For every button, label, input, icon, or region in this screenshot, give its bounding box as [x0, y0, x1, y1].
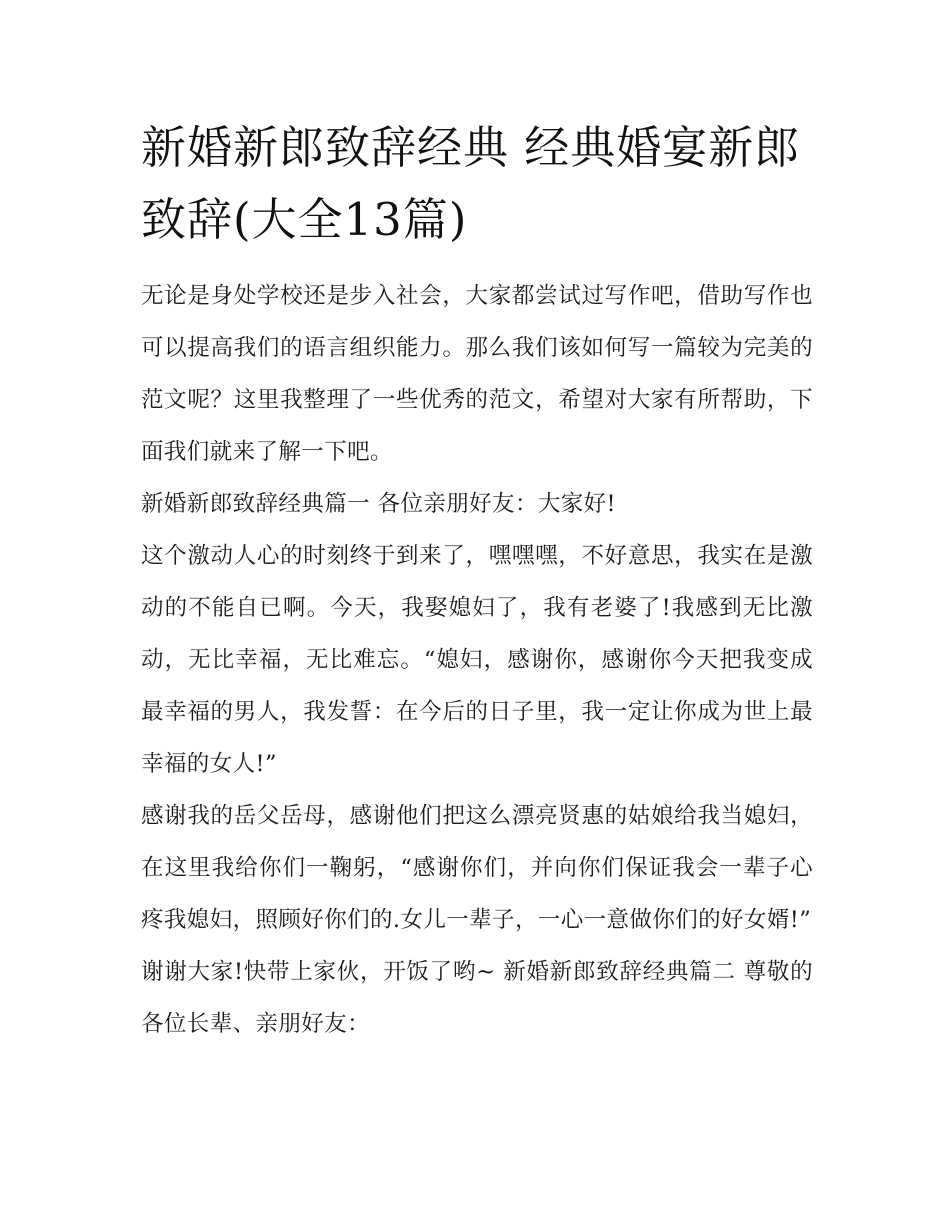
intro-paragraph: 无论是身处学校还是步入社会，大家都尝试过写作吧，借助写作也可以提高我们的语言组织能力。那么我们该如何写一篇较为完美的范文呢？这里我整理了一些优秀的范文，希望对大家有所帮助，下面我们就来了解一下吧。 — [141, 283, 813, 465]
closing-paragraph: 谢谢大家!快带上家伙，开饭了哟~ 新婚新郎致辞经典篇二 尊敬的各位长辈、亲朋好友： — [141, 959, 813, 1037]
document-title: 新婚新郎致辞经典 经典婚宴新郎致辞(大全13篇) — [141, 121, 801, 246]
section-one-heading: 新婚新郎致辞经典篇一 各位亲朋好友：大家好! — [141, 491, 616, 517]
speech-paragraph: 这个激动人心的时刻终于到来了，嘿嘿嘿，不好意思，我实在是激动的不能自已啊。今天，我娶媳妇了，我有老婆了!我感到无比激动，无比幸福，无比难忘。“媳妇，感谢你，感谢你今天把我变成最幸福的男人，我发誓：在今后的日子里，我一定让你成为世上最幸福的女人!” — [141, 543, 813, 777]
document-body — [141, 112, 813, 1050]
thanks-parents-paragraph: 感谢我的岳父岳母，感谢他们把这么漂亮贤惠的姑娘给我当媳妇，在这里我给你们一鞠躬，“感谢你们，并向你们保证我会一辈子心疼我媳妇，照顾好你们的.女儿一辈子，一心一意做你们的好女婿!” — [141, 803, 813, 933]
